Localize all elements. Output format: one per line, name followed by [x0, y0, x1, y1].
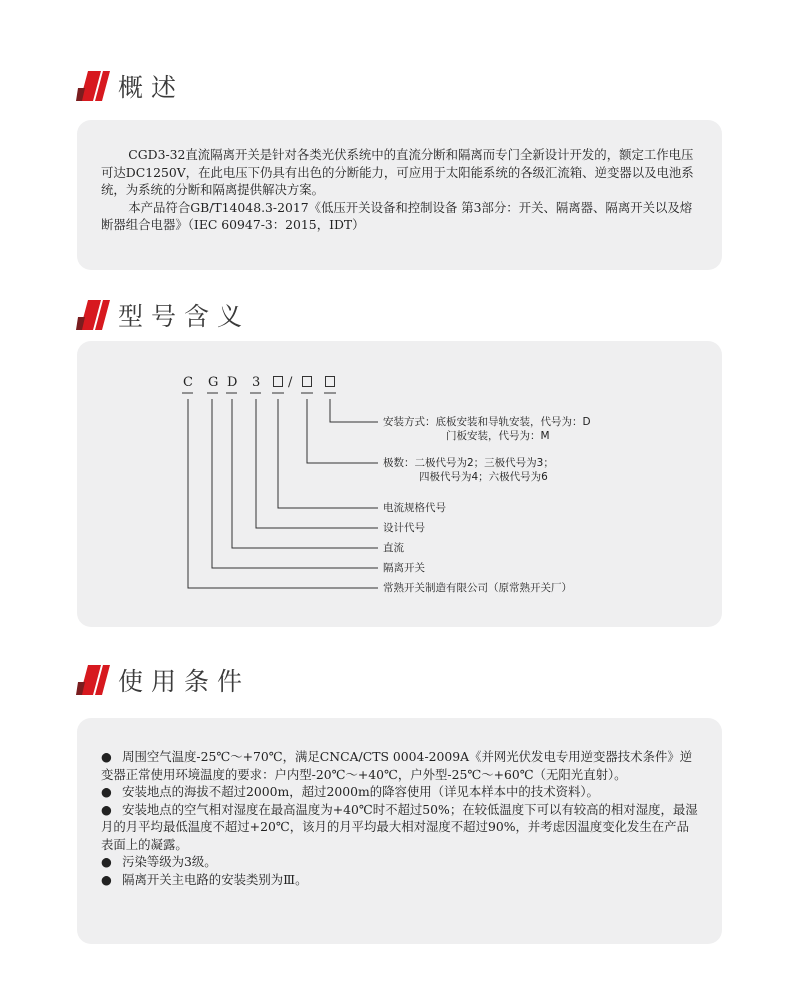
condition-text: 安装地点的海拔不超过2000m，超过2000m的降容使用（详见本样本中的技术资料）。 [122, 784, 599, 799]
condition-text: 周围空气温度-25℃～+70℃，满足CNCA/CTS 0004-2009A《并网光伏发电专用逆变器技术条件》逆变器正常使用环境温度的要求：户内型-20℃～+40℃，户外型-25℃～+60℃（无阳光直射）。 [101, 749, 693, 782]
condition-text: 隔离开关主电路的安装类别为Ⅲ。 [122, 871, 308, 887]
placeholder-box [273, 376, 283, 387]
condition-text: 安装地点的空气相对湿度在最高温度为+40℃时不超过50%；在较低温度下可以有较高的相对湿度，最湿月的月平均最低温度不超过+20℃，该月的月平均最大相对湿度不超过90%，并考虑因温度变化发生在产品表面上的凝露。 [101, 801, 698, 852]
section-title: 型号含义 [118, 302, 251, 331]
install-label-2: 门板安装，代号为：M [446, 430, 550, 442]
overview-paragraph: 本产品符合GB/T14048.3-2017《低压开关设备和控制设备 第3部分：开关、隔离器、隔离开关以及熔断器组合电器》（IEC 60947-3：2015，IDT） [101, 199, 693, 232]
condition-item [101, 871, 699, 889]
condition-item [101, 748, 699, 783]
code-char: C [183, 375, 193, 390]
poles-label-2: 四极代号为4；六极代号为6 [419, 471, 548, 483]
bullet-icon: ● [101, 854, 112, 869]
section-marker-icon [76, 71, 110, 101]
overview-heading [76, 66, 184, 106]
design-label: 设计代号 [383, 522, 425, 534]
overview-panel [77, 120, 722, 270]
dc-label: 直流 [383, 542, 404, 554]
section-marker-icon [76, 665, 110, 695]
current-label: 电流规格代号 [383, 502, 446, 514]
model-heading [76, 295, 250, 335]
placeholder-box [302, 376, 312, 387]
bullet-icon: ● [101, 749, 112, 764]
code-char: G [208, 375, 219, 390]
conditions-list [101, 748, 699, 888]
maker-label: 常熟开关制造有限公司（原常熟开关厂） [383, 582, 572, 594]
code-separator: / [288, 375, 293, 390]
poles-label: 极数：二极代号为2；三极代号为3； [383, 457, 554, 469]
model-panel [77, 341, 722, 627]
model-diagram [77, 341, 722, 627]
conditions-heading [76, 660, 250, 700]
section-title: 使用条件 [118, 667, 251, 696]
code-char: D [227, 375, 238, 390]
placeholder-box [325, 376, 335, 387]
condition-item [101, 853, 699, 871]
isolator-label: 隔离开关 [383, 562, 425, 574]
section-title: 概述 [118, 73, 185, 102]
overview-text [101, 146, 699, 234]
condition-item [101, 783, 699, 801]
conditions-panel [77, 718, 722, 944]
condition-item [101, 801, 699, 854]
bullet-icon: ● [101, 784, 112, 799]
bullet-icon: ● [101, 801, 112, 817]
condition-text: 污染等级为3级。 [122, 854, 217, 869]
code-char: 3 [252, 375, 261, 390]
bullet-icon: ● [101, 871, 112, 887]
install-label: 安装方式：底板安装和导轨安装，代号为：D [383, 416, 591, 428]
section-marker-icon [76, 300, 110, 330]
overview-paragraph: CGD3-32直流隔离开关是针对各类光伏系统中的直流分断和隔离而专门全新设计开发的，额定工作电压可达DC1250V，在此电压下仍具有出色的分断能力，可应用于太阳能系统的各级汇流箱、逆变器以及电池系统，为系统的分断和隔离提供解决方案。 [101, 147, 694, 197]
